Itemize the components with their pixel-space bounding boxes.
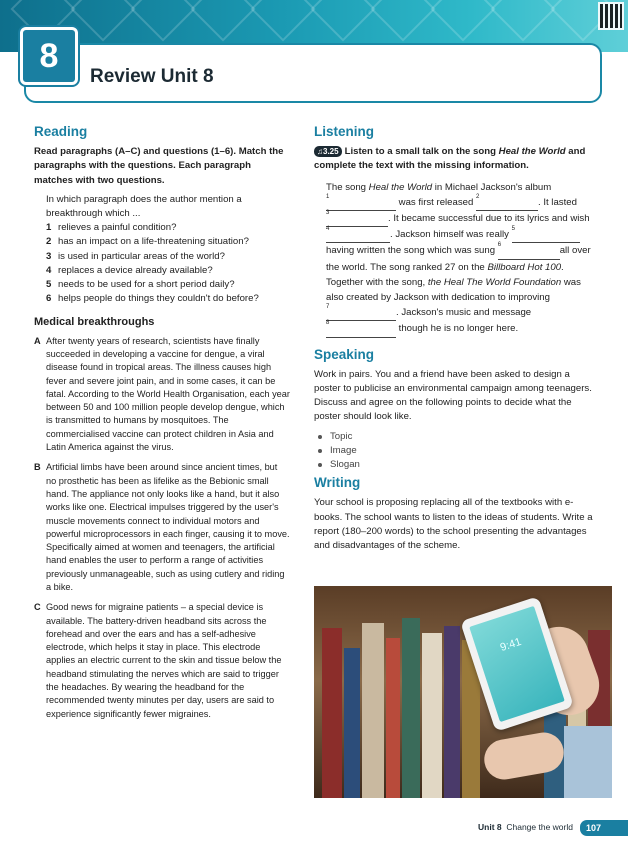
article-title: Medical breakthroughs (34, 316, 155, 329)
question-item: 4 replaces a device already available? (46, 264, 213, 276)
gap-fill-text: The song Heal the World in Michael Jackson's album 1 was first released 2 . It lasted 3 . It became successful due to its lyrics and wish 4 . Jackson himself was really 5 having written the song which was sung 6 all over the world. The song ranked 27 on the Billboard Hot 100. Together with the song, the Heal The World Foundation was also created by Jackson with dedication to improving 7 . Jackson's music and message 8 though he is no longer here. (314, 180, 596, 338)
blank-1[interactable]: 1 (326, 195, 396, 211)
footer: Unit 8 Change the world (478, 822, 573, 832)
writing-instructions: Your school is proposing replacing all of the textbooks with e-books. The school wants to listen to the ideas of students. Write a report (180–200 words) to the school presenting the advantages and disadvantages of the scheme. (314, 497, 593, 552)
question-item: 5 needs to be used for a short period daily? (46, 279, 235, 291)
tablet-device: 9:41 (460, 596, 574, 732)
list-item: Topic (314, 430, 596, 444)
blank-6[interactable]: 6 (498, 243, 560, 259)
blank-3[interactable]: 3 (326, 211, 388, 227)
reading-stem: In which paragraph does the author mention a breakthrough which ... (46, 193, 242, 220)
speaking-points (314, 430, 596, 473)
listening-section (314, 125, 596, 338)
list-item: Image (314, 444, 596, 458)
listening-instructions: ♫3.25 Listen to a small talk on the song Heal the World and complete the text with the missing information. (314, 146, 586, 172)
unit-number-badge: 8 (20, 27, 78, 85)
page-number: 107 (580, 820, 628, 836)
reading-instructions: Read paragraphs (A–C) and questions (1–6). Match the paragraphs with the questions. Each paragraph matches with two questions. (34, 146, 284, 186)
bookshelf-tablet-photo (314, 586, 612, 798)
blank-8[interactable]: 8 (326, 321, 396, 337)
audio-icon[interactable]: ♫3.25 (314, 146, 342, 157)
speaking-instructions: Work in pairs. You and a friend have been asked to design a poster to publicise an environmental campaign among teenagers. Discuss and agree on the following points to decide what the poster should look like. (314, 368, 592, 423)
list-item: Slogan (314, 458, 596, 472)
speaking-section (314, 348, 596, 473)
blank-7[interactable]: 7 (326, 305, 396, 321)
listening-heading: Listening (314, 124, 374, 139)
paragraph-a: A After twenty years of research, scientists have finally succeeded in developing a vaccine for dengue, a viral disease found in tropical areas. The illness causes high fever and severe joint pain, and in some cases, it can be fatal. According to the World Health Organisation, each year between 50 and 100 million people develop dengue, which is transmitted to humans by mosquitoes. The commercialised vaccine can protect children in Asia and Latin America against the virus. (34, 335, 290, 453)
writing-section (314, 476, 596, 553)
question-item: 3 is used in particular areas of the world? (46, 250, 225, 262)
blank-2[interactable]: 2 (476, 195, 538, 211)
qr-code-icon (598, 2, 624, 30)
page-title: Review Unit 8 (90, 66, 214, 87)
paragraph-c: C Good news for migraine patients – a special device is available. The battery-driven headband sits across the forehead and over the ears and has a self-adhesive electrode, which helps it stay in place. This electrode applies an electric current to the skin and tissue below the headband stimulating the nerves which are said to trigger the headaches. By wearing the headband for the recommended twenty minutes per day, users are said to experience significantly fewer migraines. (34, 602, 282, 719)
writing-heading: Writing (314, 475, 361, 491)
blank-5[interactable]: 5 (512, 227, 580, 243)
question-item: 2 has an impact on a life-threatening situation? (46, 236, 249, 248)
reading-section (34, 125, 290, 728)
paragraph-b: B Artificial limbs have been around since ancient times, but no prosthetic has been as lifelike as the Bebionic small hand. The appliance not only looks like a hand, but it also works like one. Electrical impulses triggered by the user's muscle movements connect to individual motors and powerful microprocessors in each finger, causing it to move. Specifically aimed at women and teenagers, the artificial hand enables the user to perform a range of activities previously unmanageable, such as using cutlery and riding a bike. (34, 462, 290, 592)
speaking-heading: Speaking (314, 346, 375, 362)
question-item: 1 relieves a painful condition? (46, 222, 177, 234)
question-item: 6 helps people do things they couldn't do before? (46, 293, 259, 305)
reading-heading: Reading (34, 124, 88, 139)
blank-4[interactable]: 4 (326, 227, 390, 243)
right-column (314, 125, 596, 553)
question-list (34, 221, 290, 306)
